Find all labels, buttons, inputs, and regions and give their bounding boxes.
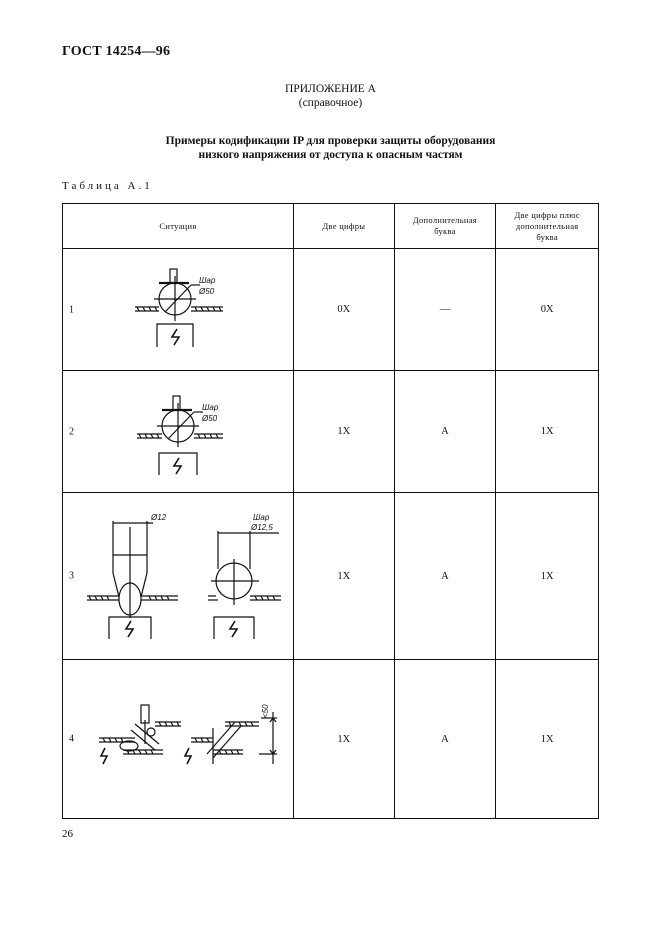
situation-cell bbox=[63, 371, 294, 493]
diameter-label: Ø12,5 bbox=[251, 523, 273, 532]
row-number: 4 bbox=[69, 733, 74, 745]
combined-value: 1X bbox=[496, 660, 599, 819]
page-number: 26 bbox=[62, 828, 73, 840]
appendix-title: ПРИЛОЖЕНИЕ А bbox=[285, 83, 376, 95]
table-row bbox=[63, 493, 599, 660]
situation-cell bbox=[63, 660, 294, 819]
title-line-1: Примеры кодификации IP для проверки защиты оборудования bbox=[165, 135, 496, 147]
diameter-label: Ø50 bbox=[199, 287, 215, 296]
finger-and-ball-diagram bbox=[63, 493, 293, 659]
table-row bbox=[63, 660, 599, 819]
table-row bbox=[63, 249, 599, 371]
two-digits-value: 0X bbox=[294, 249, 395, 371]
letter-value: A bbox=[394, 371, 496, 493]
combined-value: 1X bbox=[496, 493, 599, 660]
situation-cell bbox=[63, 493, 294, 660]
appendix-note: (справочное) bbox=[298, 97, 363, 109]
ball-50-diagram-open bbox=[63, 249, 293, 370]
ball-50-diagram-protected bbox=[63, 371, 293, 492]
two-digits-value: 1X bbox=[294, 660, 395, 819]
combined-value: 1X bbox=[496, 371, 599, 493]
document-code: ГОСТ 14254—96 bbox=[62, 44, 171, 59]
row-number: 3 bbox=[69, 570, 74, 582]
page-title bbox=[0, 134, 661, 162]
header-letter: Дополнительная буква bbox=[394, 204, 496, 249]
two-digits-value: 1X bbox=[294, 371, 395, 493]
header-two-digits-letter: Две цифры плюс дополнительная буква bbox=[496, 204, 599, 249]
table-header-row bbox=[63, 204, 599, 249]
row-number: 2 bbox=[69, 426, 74, 437]
gap-label: <50 bbox=[261, 704, 270, 718]
combined-value: 0X bbox=[496, 249, 599, 371]
letter-value: A bbox=[394, 660, 496, 819]
table-label: Таблица А.1 bbox=[62, 180, 153, 192]
header-situation: Ситуация bbox=[63, 204, 294, 249]
ip-codes-table bbox=[62, 203, 599, 819]
header-two-digits: Две цифры bbox=[294, 204, 395, 249]
wire-probe-diagram bbox=[63, 660, 293, 818]
two-digits-value: 1X bbox=[294, 493, 395, 660]
title-line-2: низкого напряжения от доступа к опасным частям bbox=[198, 149, 463, 161]
ball-label: Шар bbox=[202, 403, 219, 412]
table-row bbox=[63, 371, 599, 493]
ball-label: Шар bbox=[253, 513, 270, 522]
row-number: 1 bbox=[69, 304, 74, 315]
ball-label: Шар bbox=[199, 276, 216, 285]
situation-cell bbox=[63, 249, 294, 371]
finger-diameter-label: Ø12 bbox=[151, 513, 167, 522]
letter-value: — bbox=[394, 249, 496, 371]
diameter-label: Ø50 bbox=[202, 414, 218, 423]
letter-value: A bbox=[394, 493, 496, 660]
appendix-heading bbox=[0, 82, 661, 110]
